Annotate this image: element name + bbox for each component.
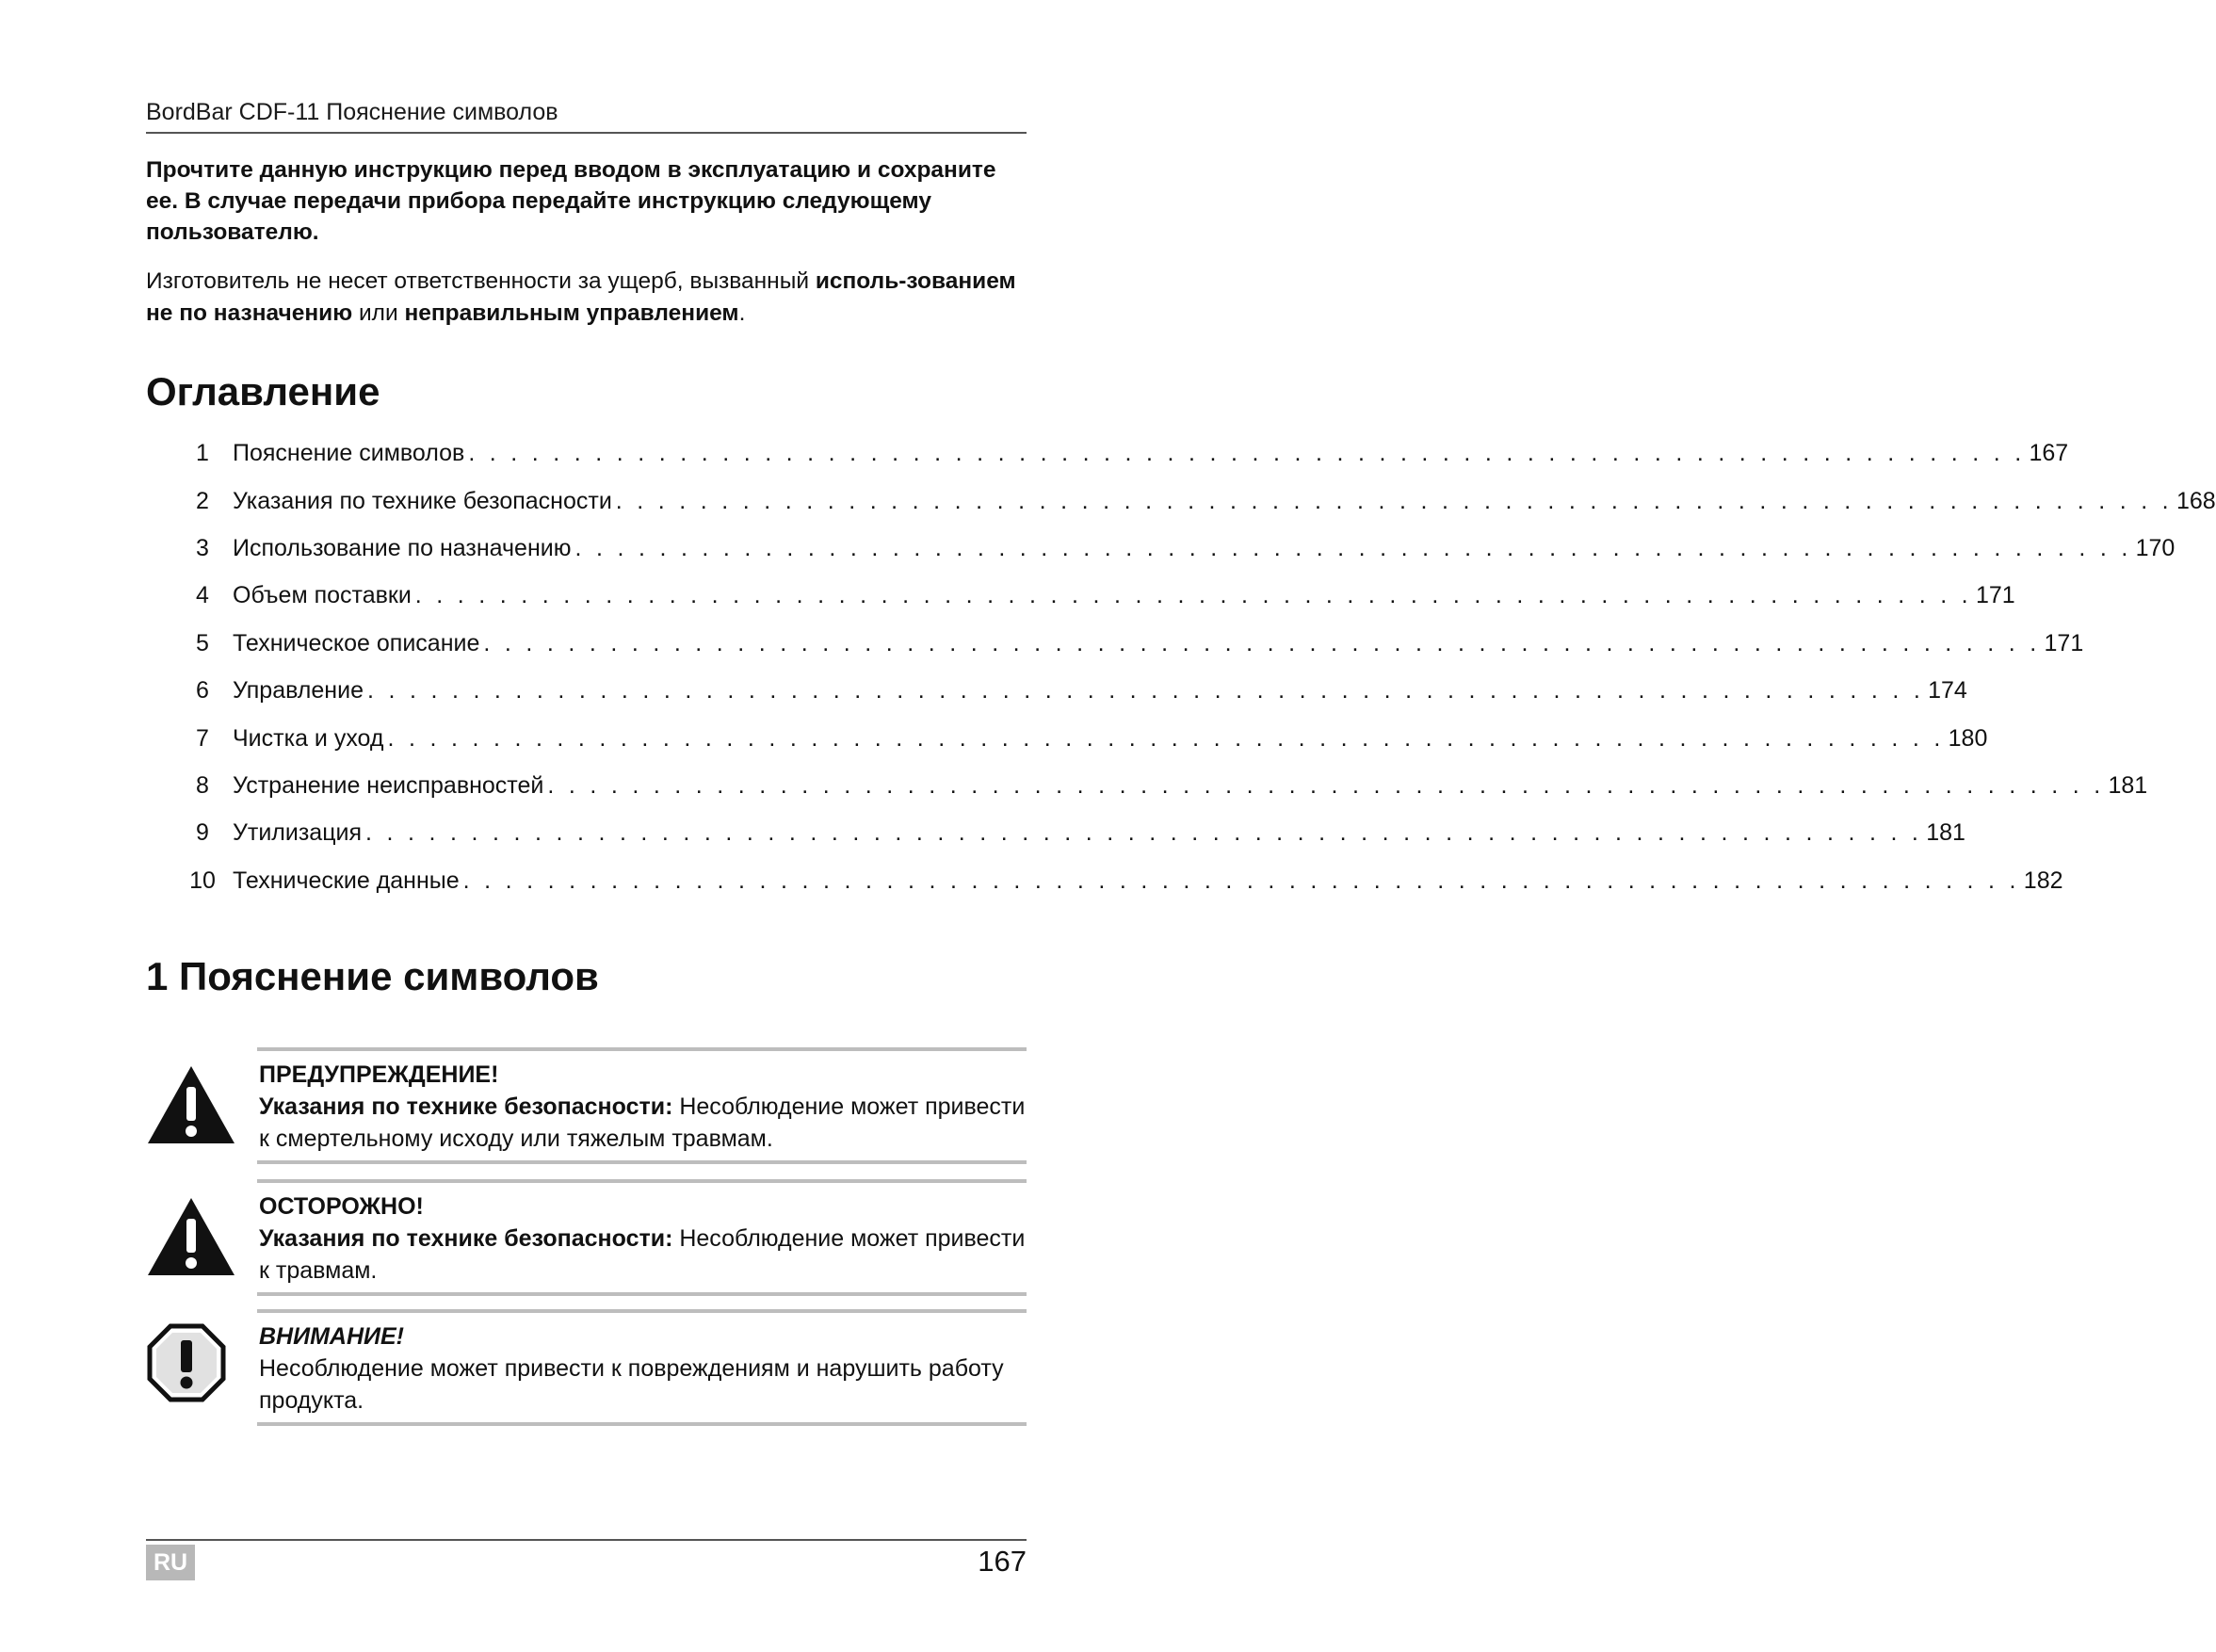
notice-title: ВНИМАНИЕ! xyxy=(259,1323,405,1350)
toc-entry-title: Управление xyxy=(233,677,364,705)
header-divider xyxy=(146,132,1027,134)
intro-notice: Прочтите данную инструкцию перед вводом в эксплуатацию и сохраните ее. В случае передачи прибора передайте инструкцию следующему пользователю. xyxy=(146,157,996,245)
toc-entry[interactable] xyxy=(146,857,2063,904)
liability-text: . xyxy=(738,300,746,326)
notice-text: Несоблюдение может привести к смертельному исходу или тяжелым травмам. xyxy=(259,1093,1026,1152)
liability-text: или xyxy=(352,300,405,326)
warning-notice xyxy=(146,1047,1027,1164)
notice-bottom-rule xyxy=(257,1160,1027,1164)
toc-entry-title: Объем поставки xyxy=(233,582,412,609)
toc-leader-dots: . . . . . . . . . . . . . . . . . . . . . . . . . . . . . . . . . . . . . . . . . . . . . . . . . . . . . . . . . . . . . . . . . . . . . . . . . . xyxy=(468,440,2026,467)
liability-statement xyxy=(146,266,1027,330)
language-badge: RU xyxy=(146,1545,195,1580)
toc-leader-dots: . . . . . . . . . . . . . . . . . . . . . . . . . . . . . . . . . . . . . . . . . . . . . . . . . . . . . . . . . . . . . . . . . . . . . . . . . . xyxy=(387,724,1945,752)
toc-leader-dots: . . . . . . . . . . . . . . . . . . . . . . . . . . . . . . . . . . . . . . . . . . . . . . . . . . . . . . . . . . . . . . . . . . . . . . . . . . xyxy=(483,629,2041,656)
toc-entry[interactable] xyxy=(146,572,2015,619)
toc-leader-dots: . . . . . . . . . . . . . . . . . . . . . . . . . . . . . . . . . . . . . . . . . . . . . . . . . . . . . . . . . . . . . . . . . . . . . . . . . . xyxy=(414,582,1972,609)
toc-leader-dots: . . . . . . . . . . . . . . . . . . . . . . . . . . . . . . . . . . . . . . . . . . . . . . . . . . . . . . . . . . . . . . . . . . . . . . . . . . xyxy=(547,771,2105,799)
toc-entry[interactable] xyxy=(146,429,2069,477)
toc-entry-number: 4 xyxy=(196,582,209,609)
toc-entry-number: 3 xyxy=(196,534,209,561)
attention-octagon-icon xyxy=(146,1322,227,1403)
toc-entry-number: 9 xyxy=(196,819,209,847)
toc-entry-title: Техническое описание xyxy=(233,629,480,656)
toc-leader-dots: . . . . . . . . . . . . . . . . . . . . . . . . . . . . . . . . . . . . . . . . . . . . . . . . . . . . . . . . . . . . . . . . . . . . . . . . . . xyxy=(462,866,2020,894)
toc-entry-page: 171 xyxy=(2044,629,2084,656)
notice-title: ОСТОРОЖНО! xyxy=(259,1193,424,1220)
toc-entry-page: 182 xyxy=(2023,866,2063,894)
manual-page xyxy=(146,0,2216,1652)
toc-entry-title: Указания по технике безопасности xyxy=(233,487,612,514)
notice-top-rule xyxy=(257,1047,1027,1051)
liability-emphasis-misuse: исполь-зованием не по назначению xyxy=(146,268,1016,326)
notice-text: Несоблюдение может привести к травмам. xyxy=(259,1225,1026,1284)
toc-entry-number: 2 xyxy=(196,487,209,514)
toc-entry-page: 171 xyxy=(1975,582,2015,609)
toc-entry-number: 6 xyxy=(196,677,209,705)
toc-entry-title: Устранение неисправностей xyxy=(233,771,544,799)
toc-entry-page: 181 xyxy=(1926,819,1965,847)
notice-title: ПРЕДУПРЕЖДЕНИЕ! xyxy=(259,1061,499,1088)
toc-entry[interactable] xyxy=(146,714,1988,761)
liability-emphasis-improper-operation: неправильным управлением xyxy=(404,300,739,326)
toc-entry-number: 7 xyxy=(196,724,209,752)
toc-entry-page: 174 xyxy=(1928,677,1967,705)
toc-entry-title: Технические данные xyxy=(233,866,460,894)
caution-triangle-icon xyxy=(146,1196,236,1277)
caution-notice xyxy=(146,1179,1027,1296)
toc-leader-dots: . . . . . . . . . . . . . . . . . . . . . . . . . . . . . . . . . . . . . . . . . . . . . . . . . . . . . . . . . . . . . . . . . . . . . . . . . . xyxy=(574,534,2132,561)
toc-entry[interactable] xyxy=(146,477,2216,524)
toc-leader-dots: . . . . . . . . . . . . . . . . . . . . . . . . . . . . . . . . . . . . . . . . . . . . . . . . . . . . . . . . . . . . . . . . . . . . . . . . . . xyxy=(365,819,1923,847)
toc-entry[interactable] xyxy=(146,809,1965,856)
toc-entry[interactable] xyxy=(146,525,2176,572)
toc-leader-dots: . . . . . . . . . . . . . . . . . . . . . . . . . . . . . . . . . . . . . . . . . . . . . . . . . . . . . . . . . . . . . . . . . . . . . . . . . . xyxy=(366,677,1925,705)
notice-bottom-rule xyxy=(257,1292,1027,1296)
toc-entry[interactable] xyxy=(146,762,2148,809)
section-heading: 1 Пояснение символов xyxy=(146,954,599,998)
liability-text: Изготовитель не несет ответственности за ущерб, вызванный xyxy=(146,268,816,294)
toc-entry-number: 5 xyxy=(196,629,209,656)
toc-entry-page: 181 xyxy=(2108,771,2148,799)
footer-divider xyxy=(146,1539,1027,1541)
toc-entry-title: Использование по назначению xyxy=(233,534,572,561)
warning-triangle-icon xyxy=(146,1064,236,1145)
toc-entry-title: Пояснение символов xyxy=(233,440,465,467)
page-number: 167 xyxy=(978,1545,1027,1578)
toc-entry-page: 170 xyxy=(2135,534,2176,561)
toc-entry[interactable] xyxy=(146,620,2084,667)
toc-entry-page: 180 xyxy=(1948,724,1988,752)
notice-lead: Указания по технике безопасности: xyxy=(259,1225,673,1252)
table-of-contents xyxy=(146,429,2216,904)
notice-lead: Указания по технике безопасности: xyxy=(259,1093,673,1120)
toc-entry-number: 8 xyxy=(196,771,209,799)
notice-text: Несоблюдение может привести к повреждениям и нарушить работу продукта. xyxy=(259,1355,1004,1414)
toc-leader-dots: . . . . . . . . . . . . . . . . . . . . . . . . . . . . . . . . . . . . . . . . . . . . . . . . . . . . . . . . . . . . . . . . . . . . . . . . . . xyxy=(615,487,2173,514)
toc-entry-number: 1 xyxy=(196,440,209,467)
attention-notice xyxy=(146,1309,1027,1426)
toc-entry-page: 167 xyxy=(2029,440,2069,467)
toc-entry-number: 10 xyxy=(189,866,216,894)
notice-bottom-rule xyxy=(257,1422,1027,1426)
toc-title: Оглавление xyxy=(146,369,380,413)
notice-top-rule xyxy=(257,1179,1027,1183)
toc-entry-page: 168 xyxy=(2176,487,2216,514)
running-header: BordBar CDF-11 Пояснение символов xyxy=(146,99,558,125)
notice-top-rule xyxy=(257,1309,1027,1313)
toc-entry[interactable] xyxy=(146,667,1967,714)
toc-entry-title: Чистка и уход xyxy=(233,724,384,752)
toc-entry-title: Утилизация xyxy=(233,819,363,847)
